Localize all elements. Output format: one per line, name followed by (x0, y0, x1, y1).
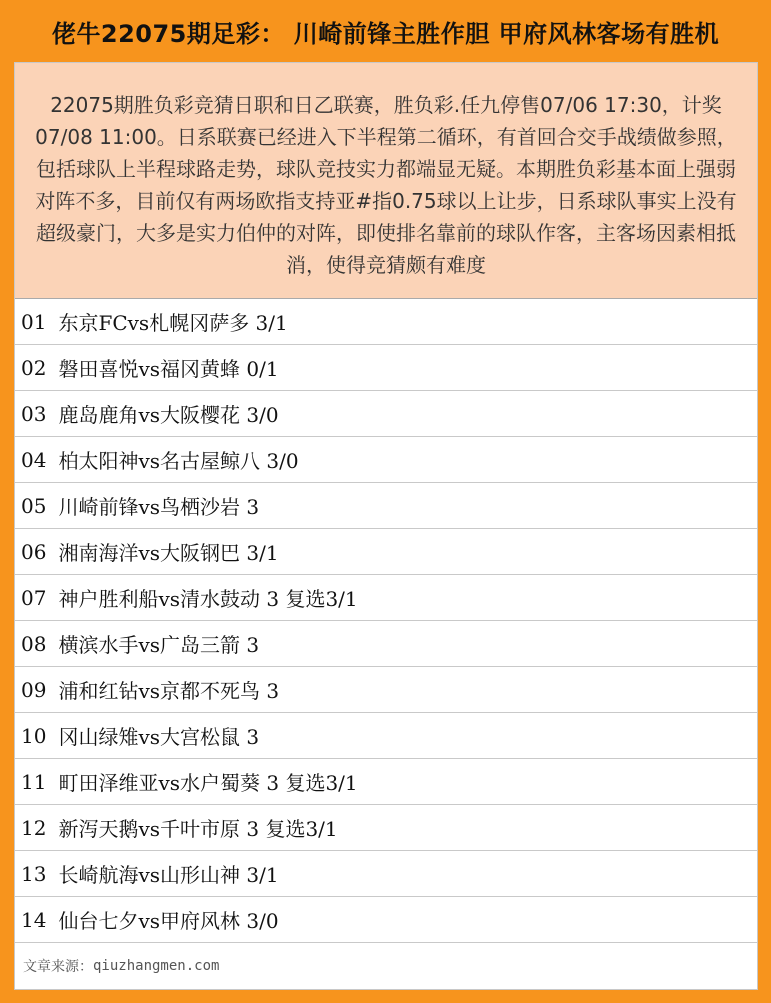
match-row (15, 299, 757, 345)
match-number: 13 (21, 861, 47, 886)
match-number: 08 (21, 631, 47, 656)
match-text: 横滨水手vs广岛三箭 3 (58, 633, 260, 657)
match-row (15, 713, 757, 759)
match-row (15, 391, 757, 437)
match-row (15, 437, 757, 483)
match-row (15, 759, 757, 805)
match-text: 仙台七夕vs甲府风林 3/0 (58, 909, 279, 933)
content-card (14, 62, 758, 990)
intro-paragraph: 22075期胜负彩竞猜日职和日乙联赛，胜负彩.任九停售07/06 17:30，计奖07/08 11:00。日系联赛已经进入下半程第二循环，有首回合交手战绩做参照，包括球队上半程球路走势，球队竞技实力都端显无疑。本期胜负彩基本面上强弱对阵不多，目前仅有两场欧指支持亚#指0.75球以上让步，日系球队事实上没有超级豪门，大多是实力伯仲的对阵，即使排名靠前的球队作客，主客场因素相抵消，使得竞猜颇有难度 (15, 63, 757, 299)
match-number: 01 (21, 309, 47, 334)
match-text: 湘南海洋vs大阪钢巴 3/1 (58, 541, 279, 565)
match-number: 10 (21, 723, 47, 748)
match-text: 新泻天鹅vs千叶市原 3 复选3/1 (58, 817, 338, 841)
match-row (15, 345, 757, 391)
match-number: 03 (21, 401, 47, 426)
match-text: 神户胜利船vs清水鼓动 3 复选3/1 (58, 587, 358, 611)
match-row (15, 529, 757, 575)
page-title: 佬牛22075期足彩： 川崎前锋主胜作胆 甲府风林客场有胜机 (51, 19, 720, 48)
match-number: 04 (21, 447, 47, 472)
match-number: 07 (21, 585, 47, 610)
match-number: 02 (21, 355, 47, 380)
match-text: 鹿岛鹿角vs大阪樱花 3/0 (58, 403, 279, 427)
match-row (15, 621, 757, 667)
match-row (15, 667, 757, 713)
match-row (15, 575, 757, 621)
match-list (15, 299, 757, 943)
match-text: 浦和红钻vs京都不死鸟 3 (58, 679, 280, 703)
match-text: 冈山绿雉vs大宫松鼠 3 (58, 725, 260, 749)
match-text: 川崎前锋vs鸟栖沙岩 3 (58, 495, 260, 519)
match-text: 长崎航海vs山形山神 3/1 (58, 863, 279, 887)
match-row (15, 851, 757, 897)
match-text: 东京FCvs札幌冈萨多 3/1 (58, 311, 288, 335)
article-source (15, 943, 757, 989)
match-row (15, 805, 757, 851)
match-text: 町田泽维亚vs水户蜀葵 3 复选3/1 (58, 771, 358, 795)
match-number: 14 (21, 907, 47, 932)
match-text: 磐田喜悦vs福冈黄蜂 0/1 (58, 357, 279, 381)
match-number: 06 (21, 539, 47, 564)
match-number: 05 (21, 493, 47, 518)
match-row (15, 483, 757, 529)
match-number: 12 (21, 815, 47, 840)
source-site: qiuzhangmen.com (93, 958, 220, 974)
match-text: 柏太阳神vs名古屋鲸八 3/0 (58, 449, 299, 473)
match-number: 11 (21, 769, 47, 794)
source-label: 文章来源： (23, 959, 93, 975)
match-number: 09 (21, 677, 47, 702)
match-row (15, 897, 757, 943)
